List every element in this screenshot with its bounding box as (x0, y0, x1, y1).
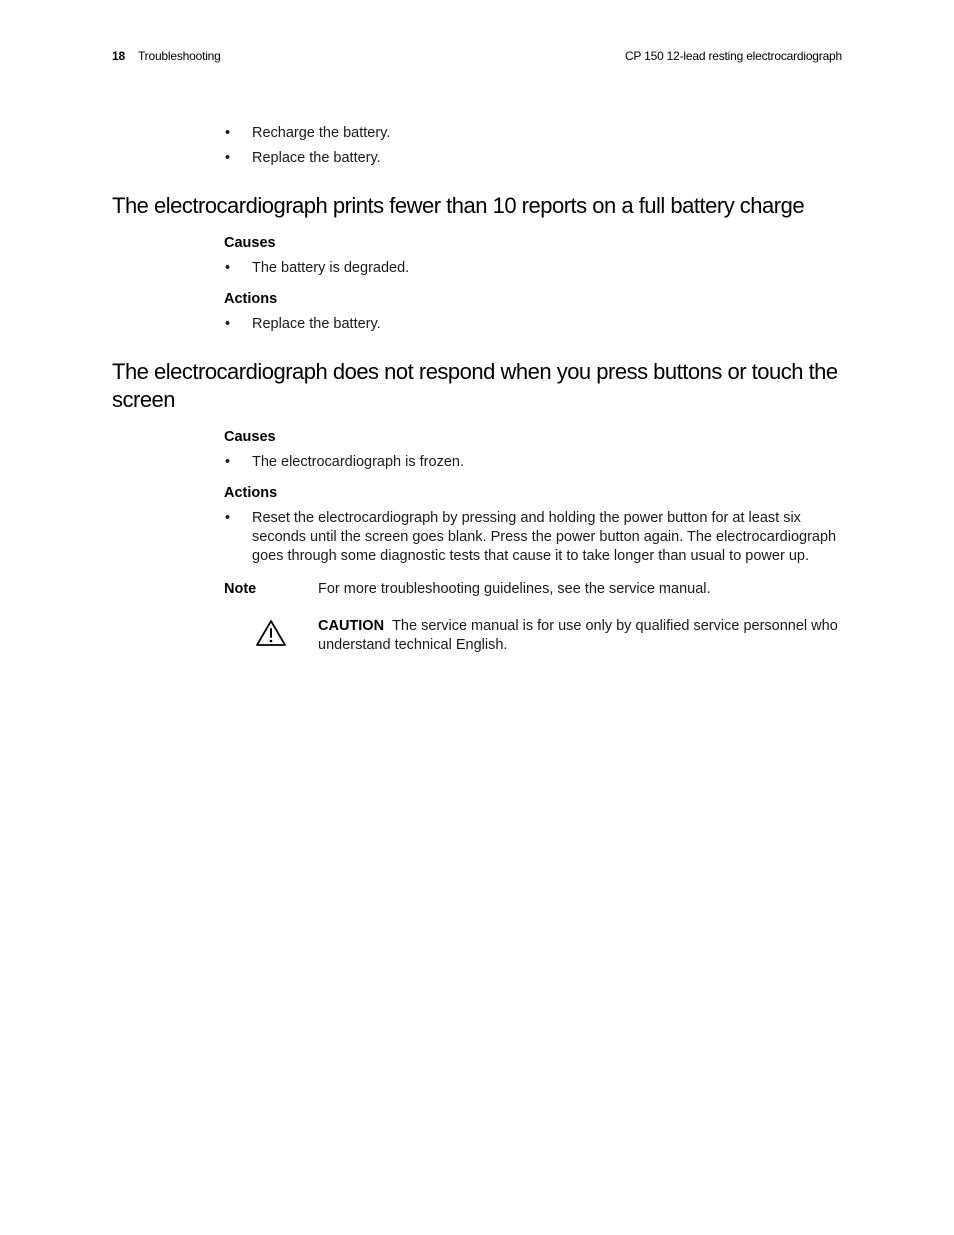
actions-label: Actions (224, 485, 278, 501)
list-item (224, 124, 842, 143)
section-heading: The electrocardiograph prints fewer than 10 reports on a full battery charge (112, 193, 805, 218)
list-item (224, 453, 842, 472)
note-label: Note (224, 581, 257, 597)
list-item-text: The battery is degraded. (252, 260, 410, 276)
list-item-text: Reset the electrocardiograph by pressing and holding the power button for at least six seconds until the screen goes blank. Press the power button again. The electrocardiograph goes through some diagnostic tests that cause it to take longer than usual to power up. (252, 510, 837, 564)
actions-list (112, 315, 842, 334)
list-item-text: Replace the battery. (252, 150, 381, 166)
header-section-name: Troubleshooting (138, 49, 221, 63)
bullet-mark: • (225, 316, 231, 332)
causes-list (112, 259, 842, 278)
bullet-mark: • (225, 510, 231, 526)
header-document-title: CP 150 12-lead resting electrocardiograph (624, 49, 842, 63)
list-item (224, 509, 842, 566)
caution-label: CAUTION (318, 618, 385, 634)
note (112, 580, 842, 599)
list-item-text: Recharge the battery. (252, 125, 391, 141)
page-content (112, 124, 842, 655)
list-item (224, 149, 842, 168)
bullet-mark: • (225, 125, 231, 141)
actions-list (112, 509, 842, 566)
list-item (224, 259, 842, 278)
note-text: For more troubleshooting guidelines, see the service manual. (318, 581, 711, 597)
section-heading: The electrocardiograph does not respond when you press buttons or touch the screen (112, 359, 838, 412)
list-item-text: The electrocardiograph is frozen. (252, 454, 464, 470)
caution-notice (112, 617, 842, 655)
page-header (112, 49, 842, 67)
causes-label: Causes (224, 235, 276, 251)
warning-triangle-icon (255, 619, 287, 647)
bullet-mark: • (225, 454, 231, 470)
list-item (224, 315, 842, 334)
page-number: 18 (112, 49, 125, 63)
bullet-mark: • (225, 150, 231, 166)
causes-list (112, 453, 842, 472)
caution-text: The service manual is for use only by qualified service personnel who understand technical English. (318, 618, 838, 653)
causes-label: Causes (224, 429, 276, 445)
list-item-text: Replace the battery. (252, 316, 381, 332)
intro-bullet-list (112, 124, 842, 168)
bullet-mark: • (225, 260, 231, 276)
actions-label: Actions (224, 291, 278, 307)
